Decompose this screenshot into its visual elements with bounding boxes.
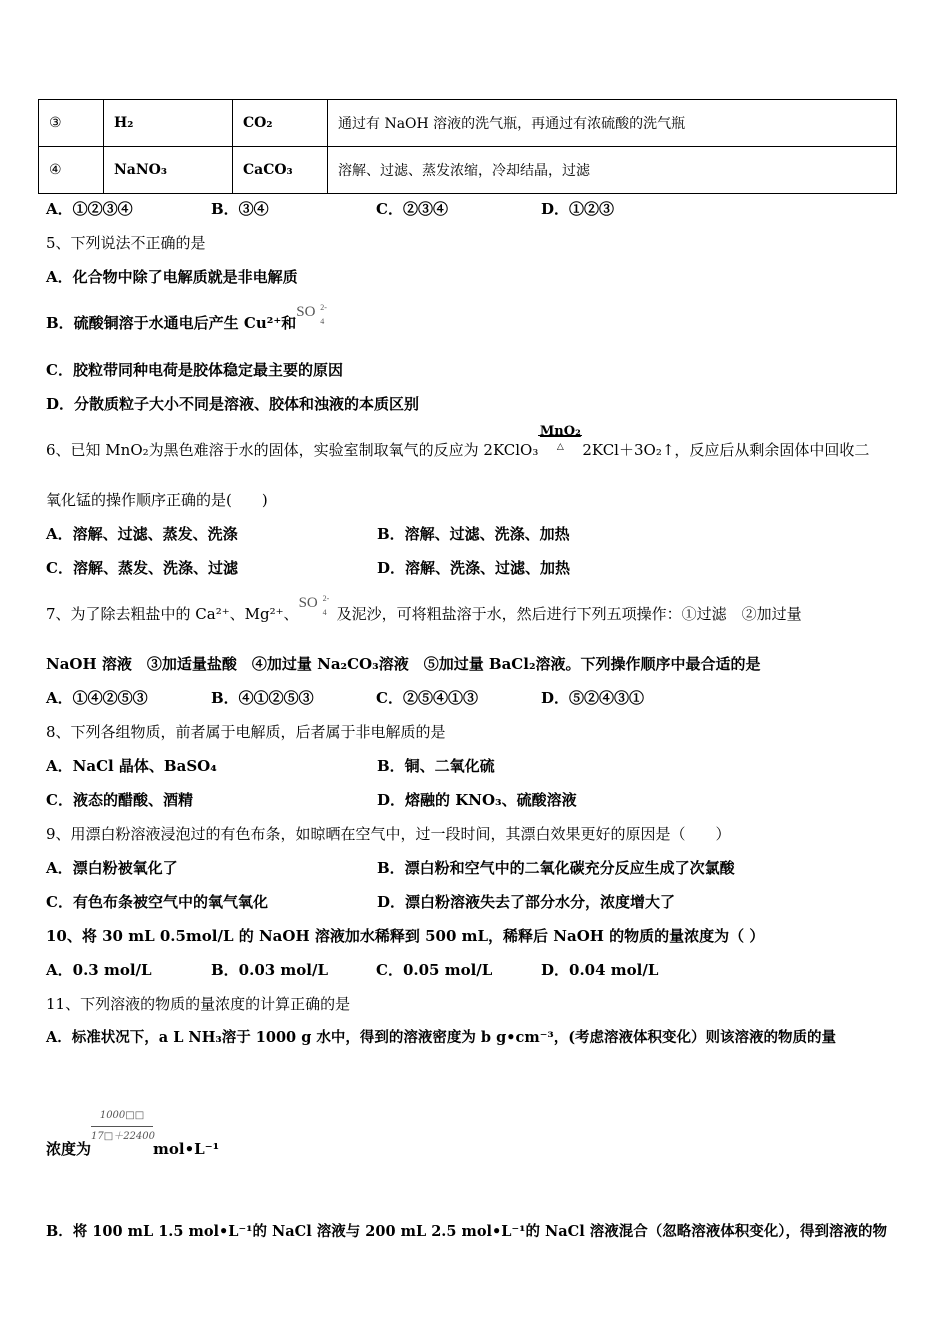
q11-stem: 11、下列溶液的物质的量浓度的计算正确的是 — [46, 995, 351, 1013]
sulfate-formula: SO 2- 4 — [296, 303, 327, 326]
table-row — [39, 147, 897, 194]
sulfate-formula: SO 2- 4 — [298, 594, 330, 617]
q5-stem: 5、下列说法不正确的是 — [46, 234, 206, 252]
heat-symbol: △ — [556, 442, 564, 452]
q5-option-b — [46, 303, 327, 334]
q6-stem-part2: 2KCl＋3O₂↑，反应后从剩余固体中回收二 — [582, 441, 870, 459]
option-c: C．有色布条被空气中的氧气氧化 — [46, 893, 268, 911]
option-c: C．液态的醋酸、酒精 — [46, 791, 193, 809]
q8-stem: 8、下列各组物质，前者属于电解质，后者属于非电解质的是 — [46, 723, 446, 741]
concentration-fraction — [91, 1110, 155, 1154]
q11-option-a-line2 — [46, 1110, 220, 1159]
option-a: A．①④②⑤③ — [46, 689, 148, 707]
q11-option-b-line1: B．将 100 mL 1.5 mol•L⁻¹的 NaCl 溶液与 200 mL 2.5 mol•L⁻¹的 NaCl 溶液混合（忽略溶液体积变化），得到溶液的物 — [46, 1223, 888, 1240]
substance-cell: H₂ — [104, 100, 233, 147]
option-b: B．铜、二氧化硫 — [377, 757, 495, 775]
option-b: B．0.03 mol/L — [211, 961, 329, 979]
q5-option-d: D．分散质粒子大小不同是溶液、胶体和浊液的本质区别 — [46, 395, 420, 413]
q5-option-b-text: B．硫酸铜溶于水通电后产生 Cu²⁺和 — [46, 314, 297, 332]
q7-options — [46, 688, 644, 708]
option-a: A．0.3 mol/L — [46, 961, 152, 979]
option-a: A．漂白粉被氧化了 — [46, 859, 178, 877]
method-cell: 通过有 NaOH 溶液的洗气瓶，再通过有浓硫酸的洗气瓶 — [328, 100, 897, 147]
option-b: B．漂白粉和空气中的二氧化碳充分反应生成了次氯酸 — [377, 859, 735, 877]
q8-options-cd — [46, 790, 577, 810]
option-b: B．③④ — [211, 200, 269, 218]
option-c: C．②③④ — [376, 200, 448, 218]
impurity-cell: CaCO₃ — [233, 147, 328, 194]
q4-options — [46, 199, 614, 219]
row-number: ③ — [39, 100, 104, 147]
q9-stem: 9、用漂白粉溶液浸泡过的有色布条，如晾晒在空气中，过一段时间，其漂白效果更好的原因是（ ） — [46, 825, 731, 843]
option-c: C．②⑤④①③ — [376, 689, 478, 707]
q8-options-ab — [46, 756, 495, 776]
q9-options-ab — [46, 858, 735, 878]
q6-options-ab — [46, 524, 570, 544]
option-d: D．漂白粉溶液失去了部分水分，浓度增大了 — [377, 893, 676, 911]
q7-stem — [46, 594, 802, 625]
option-a: A．溶解、过滤、蒸发、洗涤 — [46, 525, 238, 543]
q6-options-cd — [46, 558, 570, 578]
q11-option-a-line1: A．标准状况下，a L NH₃溶于 1000 g 水中，得到的溶液密度为 b g•cm⁻³，(考虑溶液体积变化）则该溶液的物质的量 — [46, 1029, 837, 1046]
option-d: D．0.04 mol/L — [541, 961, 659, 979]
option-d: D．熔融的 KNO₃、硫酸溶液 — [377, 791, 577, 809]
table-row — [39, 100, 897, 147]
option-c: C．0.05 mol/L — [376, 961, 493, 979]
q10-options — [46, 960, 658, 980]
option-d: D．①②③ — [541, 200, 615, 218]
reagent-table — [38, 99, 897, 194]
fraction-numerator: 1000□□ — [91, 1106, 153, 1127]
q7-stem-line2: NaOH 溶液 ③加适量盐酸 ④加过量 Na₂CO₃溶液 ⑤加过量 BaCl₂溶液。下列操作顺序中最合适的是 — [46, 655, 761, 673]
catalyst-label: MnO₂ — [539, 424, 581, 439]
impurity-cell: CO₂ — [233, 100, 328, 147]
q6-stem-line2: 氧化锰的操作顺序正确的是( ) — [46, 491, 268, 509]
q5-option-c: C．胶粒带同种电荷是胶体稳定最主要的原因 — [46, 361, 343, 379]
option-c: C．溶解、蒸发、洗涤、过滤 — [46, 559, 238, 577]
row-number: ④ — [39, 147, 104, 194]
q11-a-prefix: 浓度为 — [46, 1140, 92, 1158]
q6-stem — [46, 424, 870, 460]
q9-options-cd — [46, 892, 675, 912]
q10-stem: 10、将 30 mL 0.5mol/L 的 NaOH 溶液加水稀释到 500 mL，稀释后 NaOH 的物质的量浓度为（ ） — [46, 927, 765, 945]
option-a: A．①②③④ — [46, 200, 133, 218]
q7-stem-part1: 7、为了除去粗盐中的 Ca²⁺、Mg²⁺、 — [46, 605, 299, 623]
q5-option-a: A．化合物中除了电解质就是非电解质 — [46, 268, 298, 286]
q6-stem-part1: 6、已知 MnO₂为黑色难溶于水的固体，实验室制取氧气的反应为 2KClO₃ — [46, 441, 539, 459]
option-d: D．⑤②④③① — [541, 689, 645, 707]
reaction-arrow — [538, 424, 582, 460]
option-b: B．溶解、过滤、洗涤、加热 — [377, 525, 570, 543]
option-b: B．④①②⑤③ — [211, 689, 314, 707]
q11-a-unit: mol•L⁻¹ — [153, 1140, 220, 1158]
q7-stem-part2: 及泥沙，可将粗盐溶于水，然后进行下列五项操作：①过滤 ②加过量 — [336, 605, 802, 623]
substance-cell: NaNO₃ — [104, 147, 233, 194]
fraction-denominator: 17□＋22400 — [91, 1131, 155, 1142]
method-cell: 溶解、过滤、蒸发浓缩，冷却结晶，过滤 — [328, 147, 897, 194]
option-a: A．NaCl 晶体、BaSO₄ — [46, 757, 217, 775]
option-d: D．溶解、洗涤、过滤、加热 — [377, 559, 571, 577]
